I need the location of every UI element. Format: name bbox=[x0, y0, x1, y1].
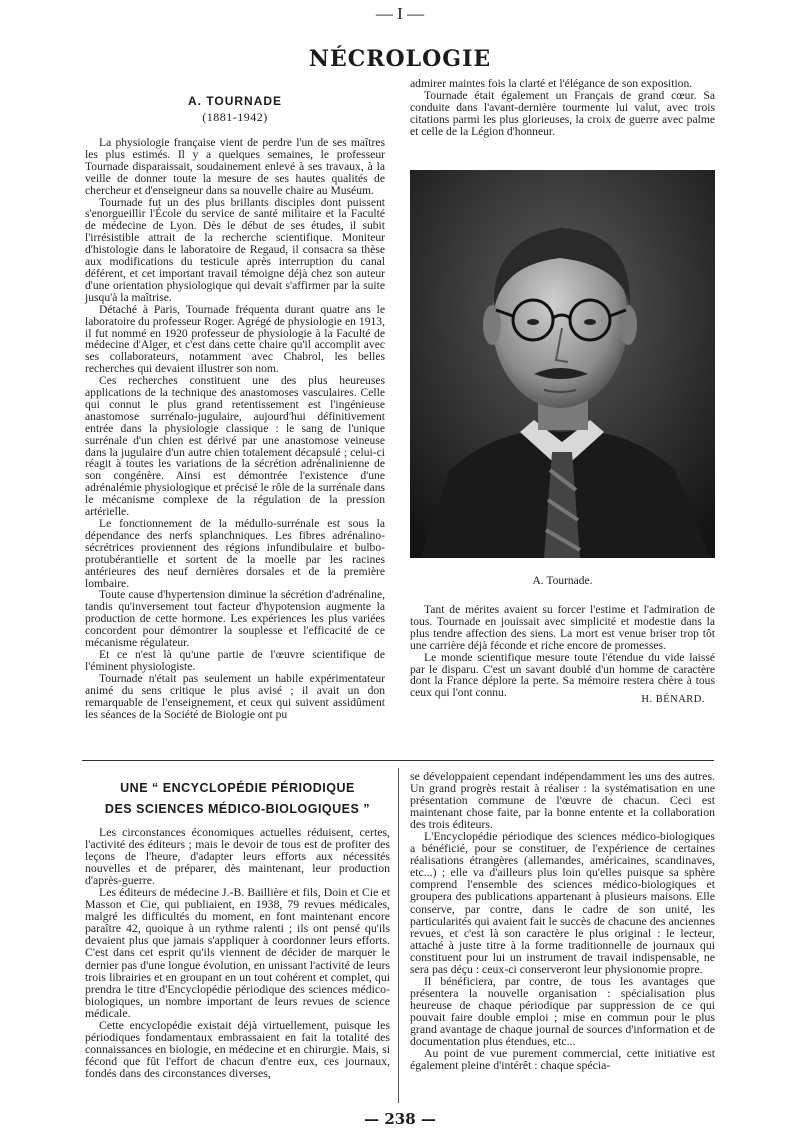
paragraph: Tournade était également un Français de grand cœur. Sa conduite dans l'avant-dernière tourmente lui valut, avec trois citations parmi les plus glorieuses, la croix de guerre avec palme et celle de la Légion d'honneur. bbox=[410, 88, 715, 138]
paragraph: Les circonstances économiques actuelles réduisent, certes, l'activité des éditeurs ; mais le devoir de tous est de profiter des leçons de l'heure, d'adapter leurs efforts aux nécessités nouvelles et de préparer, dès maintenant, leur production d'après-guerre. bbox=[85, 825, 390, 888]
article-column-left bbox=[85, 826, 390, 1079]
column-divider bbox=[398, 768, 399, 1103]
paragraph: Les éditeurs de médecine J.-B. Baillière et fils, Doin et Cie et Masson et Cie, qui publiaient, en 1938, 79 revues médicales, malgré les difficultés du moment, en font maintenant encore paraître 42, quoique à un rythme ralenti ; ils ont pensé qu'ils devaient plus que jamais s'appliquer à coordonner leurs efforts. C'est dans cet esprit qu'ils viennent de décider de marquer le dernier pas d'une longue évolution, en unissant l'activité de leurs trois librairies et en groupant en un tout cohérent et complet, qui prendra le titre d'Encyclopédie périodique des sciences médico-biologiques, un nombre important de leurs revues de science médicale. bbox=[85, 885, 390, 1020]
paragraph: Et ce n'est là qu'une partie de l'œuvre scientifique de l'éminent physiologiste. bbox=[85, 647, 385, 673]
paragraph: Il bénéficiera, par contre, de tous les avantages que présentera la nouvelle organisation : spécialisation plus heureuse de chaque périodique par suppression de ce qui pouvait faire double emploi ; mise en commun pour le plus grand avantage de chaque journal de sources d'information et de documentation plus étendues, etc... bbox=[410, 973, 715, 1049]
paragraph: Cette encyclopédie existait déjà virtuellement, puisque les périodiques fondamentaux embrassaient en fait la totalité des connaissances en biologie, en médecine et en chirurgie. Mais, si fécond que fût l'effort de chacun d'entre eux, ces journaux, fondés dans des circonstances diverses, bbox=[85, 1017, 390, 1080]
photo-caption: A. Tournade. bbox=[532, 575, 593, 587]
paragraph: admirer maintes fois la clarté et l'élégance de son exposition. bbox=[410, 77, 693, 90]
paragraph: Tournade n'était pas seulement un habile expérimentateur animé du sens critique le plus avisé ; il avait un don remarquable de l'enseignement, et ceux qui suivent assidûment les séances de la Société de Biologie ont pu bbox=[85, 671, 385, 721]
obituary-dates: (1881-1942) bbox=[202, 110, 268, 124]
paragraph: Toute cause d'hypertension diminue la sécrétion d'adrénaline, tandis qu'inversement tout facteur d'hypotension augmente la production de cette hormone. Les expériences les plus variées concordent pour démontrer la souplesse et l'efficacité de ce mécanisme régulateur. bbox=[85, 588, 385, 650]
obituary-signature: H. BÉNARD. bbox=[641, 694, 705, 705]
paragraph: Le monde scientifique mesure toute l'étendue du vide laissé par le disparu. C'est un savant doublé d'un homme de caractère dont la France déplore la perte. Sa mémoire restera chère à tous ceux qui l'ont connu. bbox=[410, 650, 715, 700]
obituary-name: A. TOURNADE bbox=[187, 94, 283, 108]
article-column-right bbox=[410, 770, 715, 1071]
paragraph: Au point de vue purement commercial, cette initiative est également pleine d'intérêt : chaque spécia- bbox=[410, 1046, 715, 1073]
paragraph: Détaché à Paris, Tournade fréquenta durant quatre ans le laboratoire du professeur Roger. Agrégé de physiologie en 1913, il fut nommé en 1920 professeur de physiologie à la Faculté de médecine d'Alger, et c'est dans cette chaire qu'il accomplit avec ses collaborateurs, notamment avec Chabrol, les belles recherches qui devaient illustrer son nom. bbox=[85, 302, 385, 376]
paragraph: Ces recherches constituent une des plus heureuses applications de la technique des anastomoses vasculaires. Celle qui connut le plus grand retentissement est l'ingénieuse anastomose surrénalo-jugulaire, aujourd'hui définitivement entrée dans la physiologie classique : le sang de l'unique surrénale d'un chien est dérivé par une anastomose veineuse dans la jugulaire d'un autre chien totalement décapsulé ; celui-ci réagit à toutes les variations de la sécrétion adrénalinienne de son congénère. Ainsi est démontrée l'existence d'une adrénalémie physiologique et précisé le rôle de la surrénale dans le mécanisme complexe de la régulation de la pression artérielle. bbox=[85, 374, 385, 519]
portrait-photo bbox=[410, 170, 715, 558]
page-number: — 238 — bbox=[364, 1110, 436, 1128]
obituary-column-right-top bbox=[410, 78, 715, 138]
section-divider bbox=[82, 760, 714, 761]
obituary-column-left bbox=[85, 137, 385, 720]
paragraph: La physiologie française vient de perdre l'un de ses maîtres les plus estimés. Il y a quelques semaines, le professeur Tournade disparaissait, soudainement enlevé à ses travaux, à la veille de donner toute la mesure de ses hautes qualités de chercheur et d'enseigneur dans sa nouvelle chaire au Muséum. bbox=[85, 136, 385, 197]
page-folio: — I — bbox=[375, 4, 425, 23]
section-headline: NÉCROLOGIE bbox=[308, 46, 492, 72]
portrait-illustration bbox=[410, 170, 715, 558]
paragraph: se développaient cependant indépendamment les uns des autres. Un grand progrès restait à réaliser : la systématisation en une présentation commune de l'œuvre de chacun. Ceci est maintenant chose faite, par la bonne entente et la collaboration des trois éditeurs. bbox=[410, 769, 715, 832]
paragraph: Tant de mérites avaient su forcer l'estime et l'admiration de tous. Tournade en jouissait avec simplicité et modestie dans la plus tendre affection des siens. La mort est venue briser trop tôt une carrière déjà féconde et riche encore de promesses. bbox=[410, 603, 715, 652]
article-title bbox=[85, 778, 390, 820]
obituary-column-right-bottom bbox=[410, 604, 715, 699]
paragraph: Tournade fut un des plus brillants disciples dont puissent s'enorgueillir l'École du service de santé militaire et la Faculté de médecine de Lyon. Dès le début de ses études, il subit l'irrésistible attrait de la recherche scientifique. Moniteur d'histologie dans le laboratoire de Regaud, il consacra sa thèse aux modifications du testicule après interruption du canal déférent, et cet important travail témoigne déjà chez son auteur d'une orientation physiologique qui devait s'affirmer par la suite jusqu'à la maîtrise. bbox=[85, 195, 385, 304]
paragraph: Le fonctionnement de la médullo-surrénale est sous la dépendance des nerfs splanchniques. Les fibres adrénalino-sécrétrices proviennent des régions infundibulaire et bulbo-protubérantielle et sortent de la moelle par les racines antérieures des neuf dernières dorsales et de la première lombaire. bbox=[85, 517, 385, 590]
article-title-line: DES SCIENCES MÉDICO-BIOLOGIQUES ” bbox=[104, 802, 371, 816]
paragraph: L'Encyclopédie périodique des sciences médico-biologiques a bénéficié, pour se constituer, de l'expérience de certaines réalisations étrangères (allemandes, américaines, scandinaves, etc...) ; elle va d'ailleurs plus loin qu'elles puisque sa sphère comprend l'ensemble des sciences médico-biologiques et groupera des publications appartenant à plusieurs maisons. Elle conserve, par contre, dans le cadre de son unité, les particularités qui avaient fait le succès de chacune des anciennes revues, et c'est là son caractère le plus original : le lecteur, attaché à juste titre à la forme traditionnelle de journaux qui constituent pour lui un instrument de travail indispensable, ne sera pas déçu : ceux-ci conserveront leur physionomie propre. bbox=[410, 829, 715, 976]
article-title-line: UNE “ ENCYCLOPÉDIE PÉRIODIQUE bbox=[120, 781, 355, 795]
